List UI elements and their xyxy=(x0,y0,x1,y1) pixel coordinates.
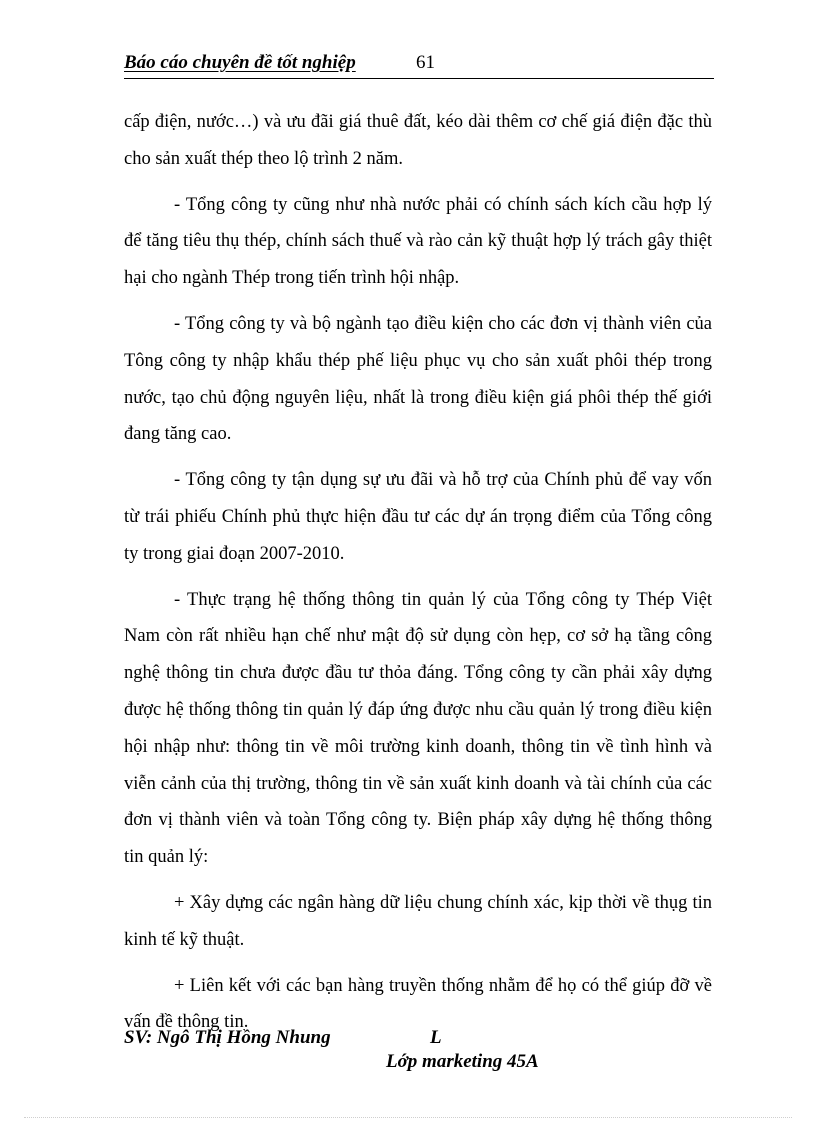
paragraph-partner-links: + Liên kết với các bạn hàng truyền thống nhằm để họ có thể giúp đỡ về vấn đề thông tin. xyxy=(124,975,712,1033)
paragraph-continuation: cấp điện, nước…) và ưu đãi giá thuê đất, kéo dài thêm cơ chế giá điện đặc thù cho sản xuất thép theo lộ trình 2 năm. xyxy=(124,112,712,169)
footer-letter: L xyxy=(430,1027,442,1048)
footer-author: SV: Ngô Thị Hồng Nhung xyxy=(124,1027,331,1048)
document-body xyxy=(124,104,712,1050)
paragraph-scrap-import: - Tổng công ty và bộ ngành tạo điều kiện cho các đơn vị thành viên của Tông công ty nhập khẩu thép phế liệu phục vụ cho sản xuất phôi thép trong nước, tạo chủ động nguyên liệu, nhất là trong điều kiện giá phôi thép thế giới đang tăng cao. xyxy=(124,313,712,445)
paragraph-information-system: - Thực trạng hệ thống thông tin quản lý của Tổng công ty Thép Việt Nam còn rất nhiều hạn chế như mật độ sử dụng còn hẹp, cơ sở hạ tầng công nghệ thông tin chưa được đầu tư thỏa đáng. Tổng công ty cần phải xây dựng được hệ thống thông tin quản lý đáp ứng được nhu cầu quản lý trong điều kiện hội nhập như: thông tin về môi trường kinh doanh, thông tin về tình hình và viễn cảnh của thị trường, thông tin về sản xuất kinh doanh và tài chính của các đơn vị thành viên và toàn Tổng công ty. Biện pháp xây dựng hệ thống thông tin quản lý: xyxy=(124,589,712,868)
page-bottom-edge xyxy=(24,1117,792,1118)
page-header xyxy=(124,50,714,79)
page-number: 61 xyxy=(416,52,435,73)
report-title: Báo cáo chuyên đề tốt nghiệp xyxy=(124,52,356,73)
paragraph-demand-stimulus: - Tổng công ty cũng như nhà nước phải có chính sách kích cầu hợp lý để tăng tiêu thụ thép, chính sách thuế và rào cản kỹ thuật hợp lý trách gây thiệt hại cho ngành Thép trong tiến trình hội nhập. xyxy=(124,194,712,289)
paragraph-government-bonds: - Tổng công ty tận dụng sự ưu đãi và hỗ trợ của Chính phủ để vay vốn từ trái phiếu Chính phủ thực hiện đầu tư các dự án trọng điểm của Tổng công ty trong giai đoạn 2007-2010. xyxy=(124,470,712,564)
paragraph-data-banks: + Xây dựng các ngân hàng dữ liệu chung chính xác, kịp thời về thụg tin kinh tế kỹ thuật. xyxy=(124,892,712,950)
footer-class: Lớp marketing 45A xyxy=(386,1051,539,1072)
